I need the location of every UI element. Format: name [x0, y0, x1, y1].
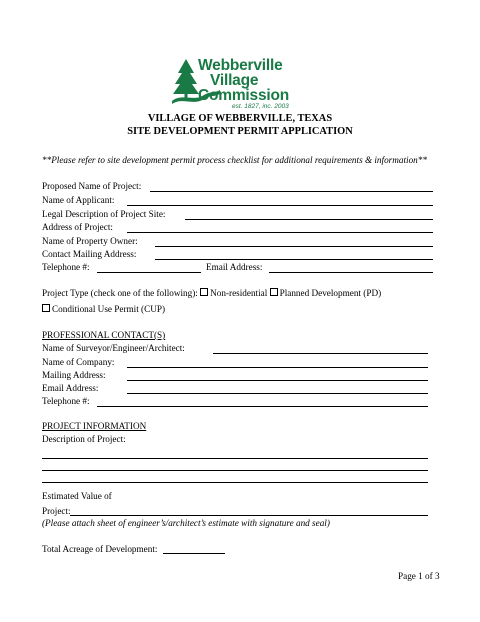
estimated-value-label: Estimated Value of [42, 491, 112, 501]
surveyor-label: Name of Surveyor/Engineer/Architect: [42, 343, 185, 353]
planned-development-checkbox[interactable] [270, 288, 278, 296]
description-line-3[interactable] [42, 482, 428, 483]
attach-estimate-note: (Please attach sheet of engineer’s/architect’s estimate with signature and seal) [42, 518, 330, 528]
estimated-value-label-2: Project: [42, 506, 71, 516]
pro-mailing-field[interactable] [127, 380, 428, 381]
non-residential-checkbox[interactable] [200, 288, 208, 296]
description-line-2[interactable] [42, 470, 428, 471]
project-type-prompt: Project Type (check one of the following): [42, 288, 198, 298]
logo-line-3: Commission [198, 87, 290, 104]
logo-line-2: Village [210, 72, 259, 89]
property-owner-field[interactable] [155, 246, 433, 247]
company-field[interactable] [127, 367, 428, 368]
logo-line-1: Webberville [198, 57, 283, 74]
pro-email-field[interactable] [127, 393, 428, 394]
project-address-label: Address of Project: [42, 222, 113, 232]
pro-telephone-field[interactable] [97, 406, 428, 407]
pro-mailing-label: Mailing Address: [42, 370, 106, 380]
instructions-note: **Please refer to site development permit process checklist for additional requirements & information** [42, 155, 427, 165]
description-line-1[interactable] [42, 458, 428, 459]
professional-contacts-heading: PROFESSIONAL CONTACT(S) [42, 330, 166, 340]
pro-telephone-label: Telephone #: [42, 396, 90, 406]
applicant-field[interactable] [127, 205, 433, 206]
email-label: Email Address: [206, 262, 263, 272]
contact-mailing-field[interactable] [155, 259, 433, 260]
total-acreage-field[interactable] [163, 553, 225, 554]
legal-description-field[interactable] [185, 219, 433, 220]
telephone-field[interactable] [97, 272, 201, 273]
project-type-row-2 [42, 304, 165, 315]
estimated-value-field[interactable] [70, 515, 428, 516]
cup-checkbox[interactable] [42, 304, 50, 312]
project-name-field[interactable] [150, 191, 433, 192]
project-address-field[interactable] [127, 232, 433, 233]
total-acreage-label: Total Acreage of Development: [42, 544, 158, 554]
page-subtitle: SITE DEVELOPMENT PERMIT APPLICATION [127, 126, 353, 137]
project-type-row-1 [42, 288, 381, 299]
project-name-label: Proposed Name of Project: [42, 181, 142, 191]
planned-development-label: Planned Development (PD) [279, 288, 382, 298]
email-field[interactable] [269, 272, 433, 273]
telephone-label: Telephone #: [42, 262, 90, 272]
logo-tagline: est. 1827, inc. 2003 [232, 103, 289, 110]
contact-mailing-label: Contact Mailing Address: [42, 249, 137, 259]
project-info-heading: PROJECT INFORMATION [42, 421, 147, 431]
description-label: Description of Project: [42, 434, 126, 444]
surveyor-field[interactable] [213, 353, 428, 354]
cup-label: Conditional Use Permit (CUP) [52, 304, 166, 314]
property-owner-label: Name of Property Owner: [42, 236, 138, 246]
page-title: VILLAGE OF WEBBERVILLE, TEXAS [147, 113, 333, 124]
applicant-label: Name of Applicant: [42, 195, 115, 205]
non-residential-label: Non-residential [210, 288, 268, 298]
page-number: Page 1 of 3 [398, 571, 440, 581]
legal-description-label: Legal Description of Project Site: [42, 209, 166, 219]
pro-email-label: Email Address: [42, 383, 99, 393]
company-label: Name of Company: [42, 357, 115, 367]
